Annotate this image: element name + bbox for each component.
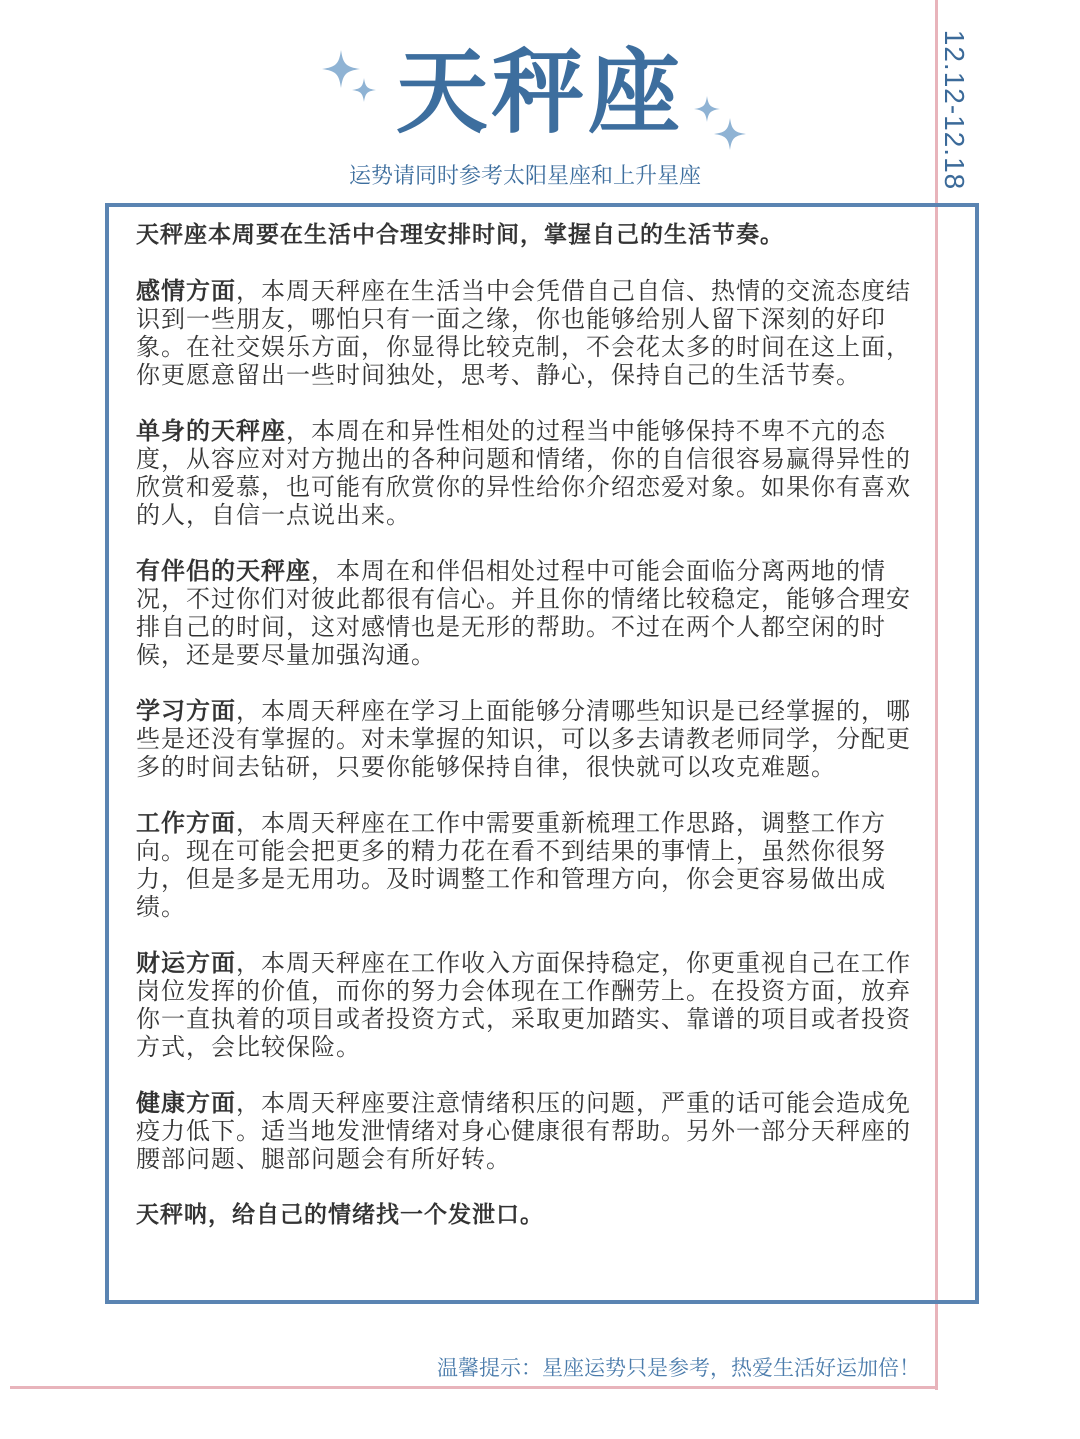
section-heading: 单身的天秤座 — [136, 417, 286, 445]
horoscope-body — [136, 221, 912, 1257]
footer-tip: 温馨提示：星座运势只是参考，热爱生活好运加倍！ — [437, 1356, 920, 1380]
date-range-text: 12.12-12.18 — [939, 29, 970, 191]
section-text: ，本周天秤座要注意情绪积压的问题，严重的话可能会造成免疫力低下。适当地发泄情绪对身心健康很有帮助。另外一部分天秤座的腰部问题、腿部问题会有所好转。 — [136, 1089, 911, 1173]
section-heading: 健康方面 — [136, 1089, 236, 1117]
section-health — [136, 1089, 912, 1173]
section-heading: 感情方面 — [136, 277, 236, 305]
section-heading: 有伴侣的天秤座 — [136, 557, 311, 585]
sparkle-large-right-icon — [714, 118, 746, 150]
date-range-label — [918, 30, 990, 190]
section-study — [136, 697, 912, 781]
section-text: ，本周在和异性相处的过程当中能够保持不卑不亢的态度，从容应对对方抛出的各种问题和情绪，你的自信很容易赢得异性的欣赏和爱慕，也可能有欣赏你的异性给你介绍恋爱对象。如果你有喜欢的人，自信一点说出来。 — [136, 417, 911, 529]
section-text: ，本周在和伴侣相处过程中可能会面临分离两地的情况，不过你们对彼此都很有信心。并且你的情绪比较稳定，能够合理安排自己的时间，这对感情也是无形的帮助。不过在两个人都空闲的时候，还是要尽量加强沟通。 — [136, 557, 911, 669]
closing-line: 天秤呐，给自己的情绪找一个发泄口。 — [136, 1202, 544, 1228]
section-text: ，本周天秤座在工作中需要重新梳理工作思路，调整工作方向。现在可能会把更多的精力花在看不到结果的事情上，虽然你很努力，但是多是无用功。及时调整工作和管理方向，你会更容易做出成绩。 — [136, 809, 886, 921]
sparkle-small-left-icon — [352, 78, 376, 102]
intro-line: 天秤座本周要在生活中合理安排时间，掌握自己的生活节奏。 — [136, 222, 784, 248]
section-text: ，本周天秤座在学习上面能够分清哪些知识是已经掌握的，哪些是还没有掌握的。对未掌握的知识，可以多去请教老师同学，分配更多的时间去钻研，只要你能够保持自律，很快就可以攻克难题。 — [136, 697, 911, 781]
section-text: ，本周天秤座在生活当中会凭借自己自信、热情的交流态度结识到一些朋友，哪怕只有一面之缘，你也能够给别人留下深刻的好印象。在社交娱乐方面，你显得比较克制，不会花太多的时间在这上面，你更愿意留出一些时间独处，思考、静心，保持自己的生活节奏。 — [136, 277, 911, 389]
section-text: ，本周天秤座在工作收入方面保持稳定，你更重视自己在工作岗位发挥的价值，而你的努力会体现在工作酬劳上。在投资方面，放弃你一直执着的项目或者投资方式，采取更加踏实、靠谱的项目或者投资方式，会比较保险。 — [136, 949, 911, 1061]
section-emotion — [136, 277, 912, 389]
section-heading: 财运方面 — [136, 949, 236, 977]
page-title: 天秤座 — [395, 39, 684, 146]
section-partnered — [136, 557, 912, 669]
section-wealth — [136, 949, 912, 1061]
section-single — [136, 417, 912, 529]
section-work — [136, 809, 912, 921]
pink-horizontal-divider — [10, 1386, 938, 1389]
section-heading: 学习方面 — [136, 697, 236, 725]
page-subtitle: 运势请同时参考太阳星座和上升星座 — [348, 164, 701, 189]
section-heading: 工作方面 — [136, 809, 236, 837]
